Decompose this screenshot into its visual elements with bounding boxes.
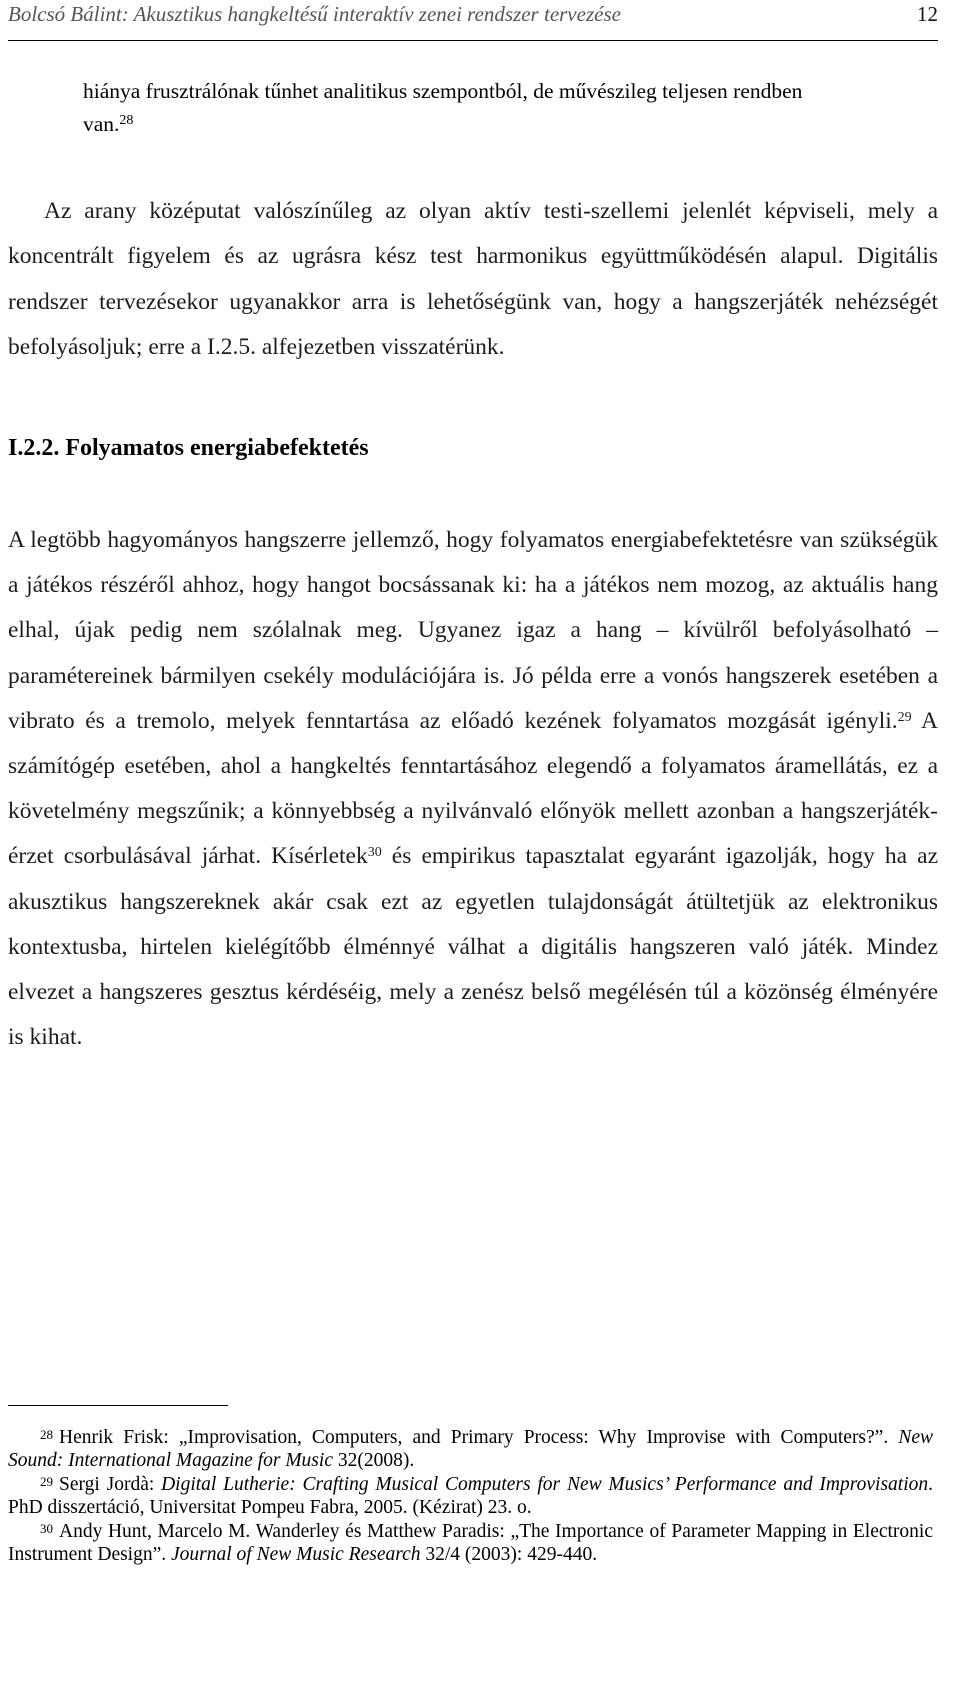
footnote-text: Sergi Jordà:	[59, 1474, 162, 1496]
continuation-paragraph	[8, 75, 938, 141]
footnote-separator	[8, 1405, 228, 1406]
main-paragraph-part-1: A legtöbb hagyományos hangszerre jellemző, hogy folyamatos energiabefektetésre van szükségük a játékos részéről ahhoz, hogy hangot bocsássanak ki: ha a játékos nem mozog, az aktuális hang elhal, újak pedig nem szólalnak meg. Ugyanez igaz a hang – kívülről befolyásolható – paramétereinek bármilyen csekély modulációjára is. Jó példa erre a vonós hangszerek esetében a vibrato és a tremolo, melyek fenntartása az előadó kezének folyamatos mozgását igényli.	[8, 527, 938, 734]
footnote-ref-29[interactable]: 29	[897, 709, 912, 725]
footnote-title: Digital Lutherie: Crafting Musical Computers for New Musics’ Performance and Improvisation	[161, 1474, 929, 1496]
footnote-journal: Journal of New Music Research	[171, 1543, 421, 1565]
footnote-ref-28[interactable]: 28	[119, 113, 134, 128]
footnote-text: Andy Hunt, Marcelo M. Wanderley és Matthew Paradis: „The Importance of Parameter Mapping in Electronic Instrument Design”.	[8, 1521, 933, 1565]
footnote-29	[8, 1474, 933, 1519]
footnote-text-end: 32(2008).	[332, 1449, 415, 1471]
footnote-number: 30	[40, 1521, 53, 1537]
footnotes	[8, 1427, 933, 1567]
continuation-text: van.	[83, 112, 120, 136]
footnote-number: 29	[40, 1474, 53, 1490]
main-paragraph-part-3: és empirikus tapasztalat egyaránt igazolják, hogy ha az akusztikus hangszereknek akár csak ezt az egyetlen tulajdonságát átültetjük az elektronikus kontextusba, hirtelen kielégítőbb élménnyé válhat a digitális hangszeren való játék. Mindez elvezet a hangszeres gesztus kérdéséig, mely a zenész belső megélésén túl a közönség élményére is kihat.	[8, 843, 939, 1051]
footnote-number: 28	[40, 1427, 53, 1442]
paragraph-arany: Az arany középutat valószínűleg az olyan aktív testi-szellemi jelenlét képviseli, mely a koncentrált figyelem és az ugrásra kész test harmonikus együttműködésén alapul. Digitális rendszer tervezésekor ugyanakkor arra is lehetőségünk van, hogy a hangszerjáték nehézségét befolyásoljuk; erre a I.2.5. alfejezetben visszatérünk.	[8, 198, 938, 361]
continuation-line-1: hiánya frusztrálónak tűnhet analitikus szempontból, de művészileg teljesen rendben	[83, 79, 803, 103]
main-paragraph	[8, 518, 938, 1060]
footnote-journal: New Sound: International Magazine for Music	[8, 1427, 933, 1471]
footnote-ref-30[interactable]: 30	[367, 845, 382, 861]
header-title: Bolcsó Bálint: Akusztikus hangkeltésű interaktív zenei rendszer tervezése	[8, 2, 621, 26]
footnote-28	[8, 1427, 933, 1472]
footnote-30	[8, 1521, 933, 1566]
section-heading: I.2.2. Folyamatos energiabefektetés	[8, 435, 369, 461]
footnote-text: Henrik Frisk: „Improvisation, Computers, and Primary Process: Why Improvise with Computers?”.	[59, 1427, 899, 1448]
page-number: 12	[917, 2, 938, 26]
footnote-text-end: . PhD disszertáció, Universitat Pompeu Fabra, 2005. (Kézirat) 23. o.	[8, 1474, 933, 1518]
running-header	[8, 0, 938, 41]
continuation-line-2	[8, 108, 938, 141]
footnote-text-end: 32/4 (2003): 429-440.	[420, 1543, 598, 1565]
main-paragraph-part-2: A számítógép esetében, ahol a hangkeltés fenntartásához elegendő a folyamatos áramellátás, ez a követelmény megszűnik; a könnyebbség a nyilvánvaló előnyök mellett azonban a hangszerjáték-érzet csorbulásával járhat. Kísérletek	[8, 707, 938, 870]
